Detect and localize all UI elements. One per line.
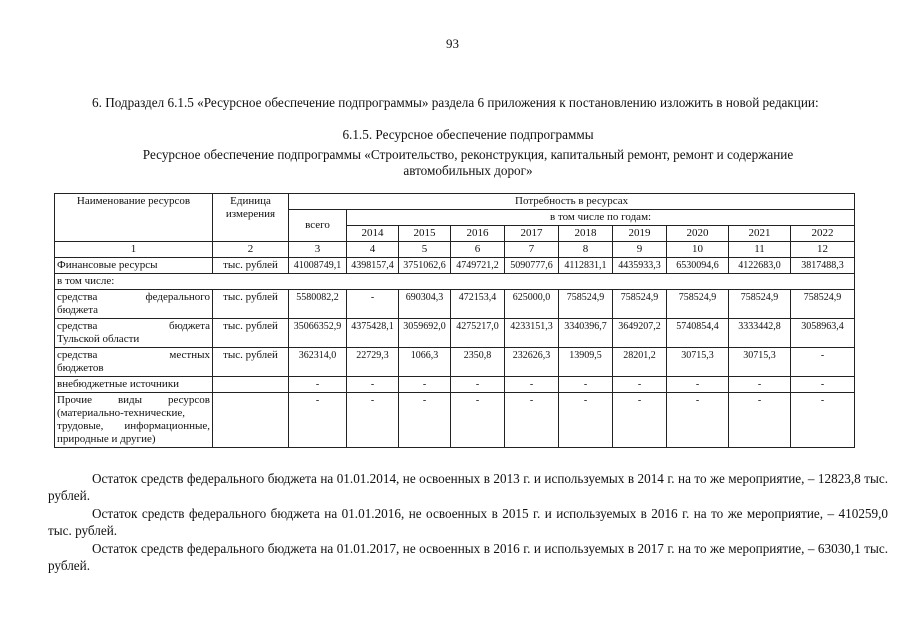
row-unit: тыс. рублей [213, 290, 289, 319]
value-cell: 232626,3 [505, 348, 559, 377]
value-cell: - [289, 377, 347, 393]
row-name-line1: средства федерального [57, 291, 210, 303]
header-resource: Наименование ресурсов [55, 194, 213, 242]
value-cell: 4375428,1 [347, 319, 399, 348]
value-cell: - [347, 290, 399, 319]
header-row-1 [55, 194, 855, 210]
row-name: в том числе: [55, 274, 855, 290]
year-cell: 2019 [613, 226, 667, 242]
value-cell: 5740854,4 [667, 319, 729, 348]
colnum-cell: 8 [559, 242, 613, 258]
value-cell: 5580082,2 [289, 290, 347, 319]
value-cell: 758524,9 [613, 290, 667, 319]
year-cell: 2018 [559, 226, 613, 242]
value-cell: 13909,5 [559, 348, 613, 377]
colnum-cell: 1 [55, 242, 213, 258]
value-cell: - [613, 393, 667, 448]
row-name: внебюджетные источники [55, 377, 213, 393]
note-paragraph: Остаток средств федерального бюджета на 01.01.2014, не освоенных в 2013 г. и используемых в 2014 г. на то же мероприятие, – 12823,8 тыс. рублей. [48, 471, 888, 503]
row-name-line1: средства бюджета [57, 320, 210, 332]
row-name-line2: Тульской области [57, 333, 140, 345]
value-cell: 3340396,7 [559, 319, 613, 348]
year-cell: 2014 [347, 226, 399, 242]
value-cell: 1066,3 [399, 348, 451, 377]
value-cell: 3817488,3 [791, 258, 855, 274]
intro-paragraph: 6. Подраздел 6.1.5 «Ресурсное обеспечение подпрограммы» раздела 6 приложения к постановлению изложить в новой редакции: [92, 95, 819, 110]
table-title-line2: автомобильных дорог» [403, 163, 533, 178]
row-name-line2: (материально-технические, трудовые, информационные, природные и другие) [57, 407, 210, 445]
table-row [55, 393, 855, 448]
note-paragraph: Остаток средств федерального бюджета на 01.01.2016, не освоенных в 2015 г. и используемых в 2016 г. на то же мероприятие, – 410259,0 тыс. рублей. [48, 506, 888, 538]
value-cell: 758524,9 [791, 290, 855, 319]
year-cell: 2022 [791, 226, 855, 242]
row-name [55, 348, 213, 377]
value-cell: - [347, 377, 399, 393]
colnum-cell: 12 [791, 242, 855, 258]
value-cell: 4398157,4 [347, 258, 399, 274]
year-cell: 2016 [451, 226, 505, 242]
colnum-cell: 7 [505, 242, 559, 258]
value-cell: - [399, 393, 451, 448]
year-cell: 2020 [667, 226, 729, 242]
row-unit [213, 377, 289, 393]
value-cell: 4233151,3 [505, 319, 559, 348]
value-cell: - [399, 377, 451, 393]
table-row [55, 274, 855, 290]
colnum-cell: 5 [399, 242, 451, 258]
colnum-cell: 6 [451, 242, 505, 258]
value-cell: 4122683,0 [729, 258, 791, 274]
row-name-line1: Прочие виды ресурсов [57, 394, 210, 406]
value-cell: 30715,3 [667, 348, 729, 377]
value-cell: - [667, 393, 729, 448]
value-cell: - [791, 348, 855, 377]
table-title-line1: Ресурсное обеспечение подпрограммы «Строительство, реконструкция, капитальный ремонт, ремонт и содержание [142, 147, 794, 162]
row-name-line1: средства местных [57, 349, 210, 361]
value-cell: 4275217,0 [451, 319, 505, 348]
value-cell: 6530094,6 [667, 258, 729, 274]
colnum-cell: 3 [289, 242, 347, 258]
colnum-cell: 10 [667, 242, 729, 258]
header-by-year: в том числе по годам: [347, 210, 855, 226]
value-cell: - [505, 393, 559, 448]
value-cell: - [729, 393, 791, 448]
row-name [55, 319, 213, 348]
year-cell: 2015 [399, 226, 451, 242]
table-row [55, 377, 855, 393]
row-name: Финансовые ресурсы [55, 258, 213, 274]
value-cell: 30715,3 [729, 348, 791, 377]
colnum-cell: 2 [213, 242, 289, 258]
colnum-cell: 11 [729, 242, 791, 258]
page-number: 93 [446, 36, 459, 51]
value-cell: - [505, 377, 559, 393]
value-cell: 28201,2 [613, 348, 667, 377]
year-cell: 2021 [729, 226, 791, 242]
value-cell: 758524,9 [667, 290, 729, 319]
value-cell: 41008749,1 [289, 258, 347, 274]
table-row [55, 258, 855, 274]
row-unit: тыс. рублей [213, 348, 289, 377]
year-cell: 2017 [505, 226, 559, 242]
value-cell: - [451, 393, 505, 448]
column-number-row [55, 242, 855, 258]
colnum-cell: 9 [613, 242, 667, 258]
row-unit [213, 393, 289, 448]
value-cell: - [729, 377, 791, 393]
table-row [55, 319, 855, 348]
section-title: 6.1.5. Ресурсное обеспечение подпрограммы [342, 127, 594, 142]
value-cell: 35066352,9 [289, 319, 347, 348]
value-cell: 758524,9 [729, 290, 791, 319]
value-cell: 4749721,2 [451, 258, 505, 274]
row-name [55, 290, 213, 319]
row-unit: тыс. рублей [213, 319, 289, 348]
row-name-line2: бюджета [57, 304, 99, 316]
value-cell: 758524,9 [559, 290, 613, 319]
value-cell: 690304,3 [399, 290, 451, 319]
value-cell: - [451, 377, 505, 393]
value-cell: 22729,3 [347, 348, 399, 377]
value-cell: 3058963,4 [791, 319, 855, 348]
table-row [55, 290, 855, 319]
value-cell: - [791, 377, 855, 393]
value-cell: 3751062,6 [399, 258, 451, 274]
value-cell: - [347, 393, 399, 448]
value-cell: - [667, 377, 729, 393]
value-cell: - [559, 393, 613, 448]
colnum-cell: 4 [347, 242, 399, 258]
row-name [55, 393, 213, 448]
value-cell: - [613, 377, 667, 393]
value-cell: - [289, 393, 347, 448]
value-cell: 5090777,6 [505, 258, 559, 274]
row-unit: тыс. рублей [213, 258, 289, 274]
value-cell: - [791, 393, 855, 448]
header-need: Потребность в ресурсах [289, 194, 855, 210]
table-row [55, 348, 855, 377]
row-name-line2: бюджетов [57, 362, 104, 374]
value-cell: 4112831,1 [559, 258, 613, 274]
value-cell: - [559, 377, 613, 393]
resource-table [54, 193, 855, 448]
value-cell: 3059692,0 [399, 319, 451, 348]
header-total: всего [289, 210, 347, 242]
value-cell: 2350,8 [451, 348, 505, 377]
value-cell: 472153,4 [451, 290, 505, 319]
value-cell: 3649207,2 [613, 319, 667, 348]
value-cell: 362314,0 [289, 348, 347, 377]
value-cell: 625000,0 [505, 290, 559, 319]
header-unit: Единица измерения [213, 194, 289, 242]
value-cell: 3333442,8 [729, 319, 791, 348]
value-cell: 4435933,3 [613, 258, 667, 274]
note-paragraph: Остаток средств федерального бюджета на 01.01.2017, не освоенных в 2016 г. и используемых в 2017 г. на то же мероприятие, – 63030,1 тыс. рублей. [48, 541, 888, 573]
